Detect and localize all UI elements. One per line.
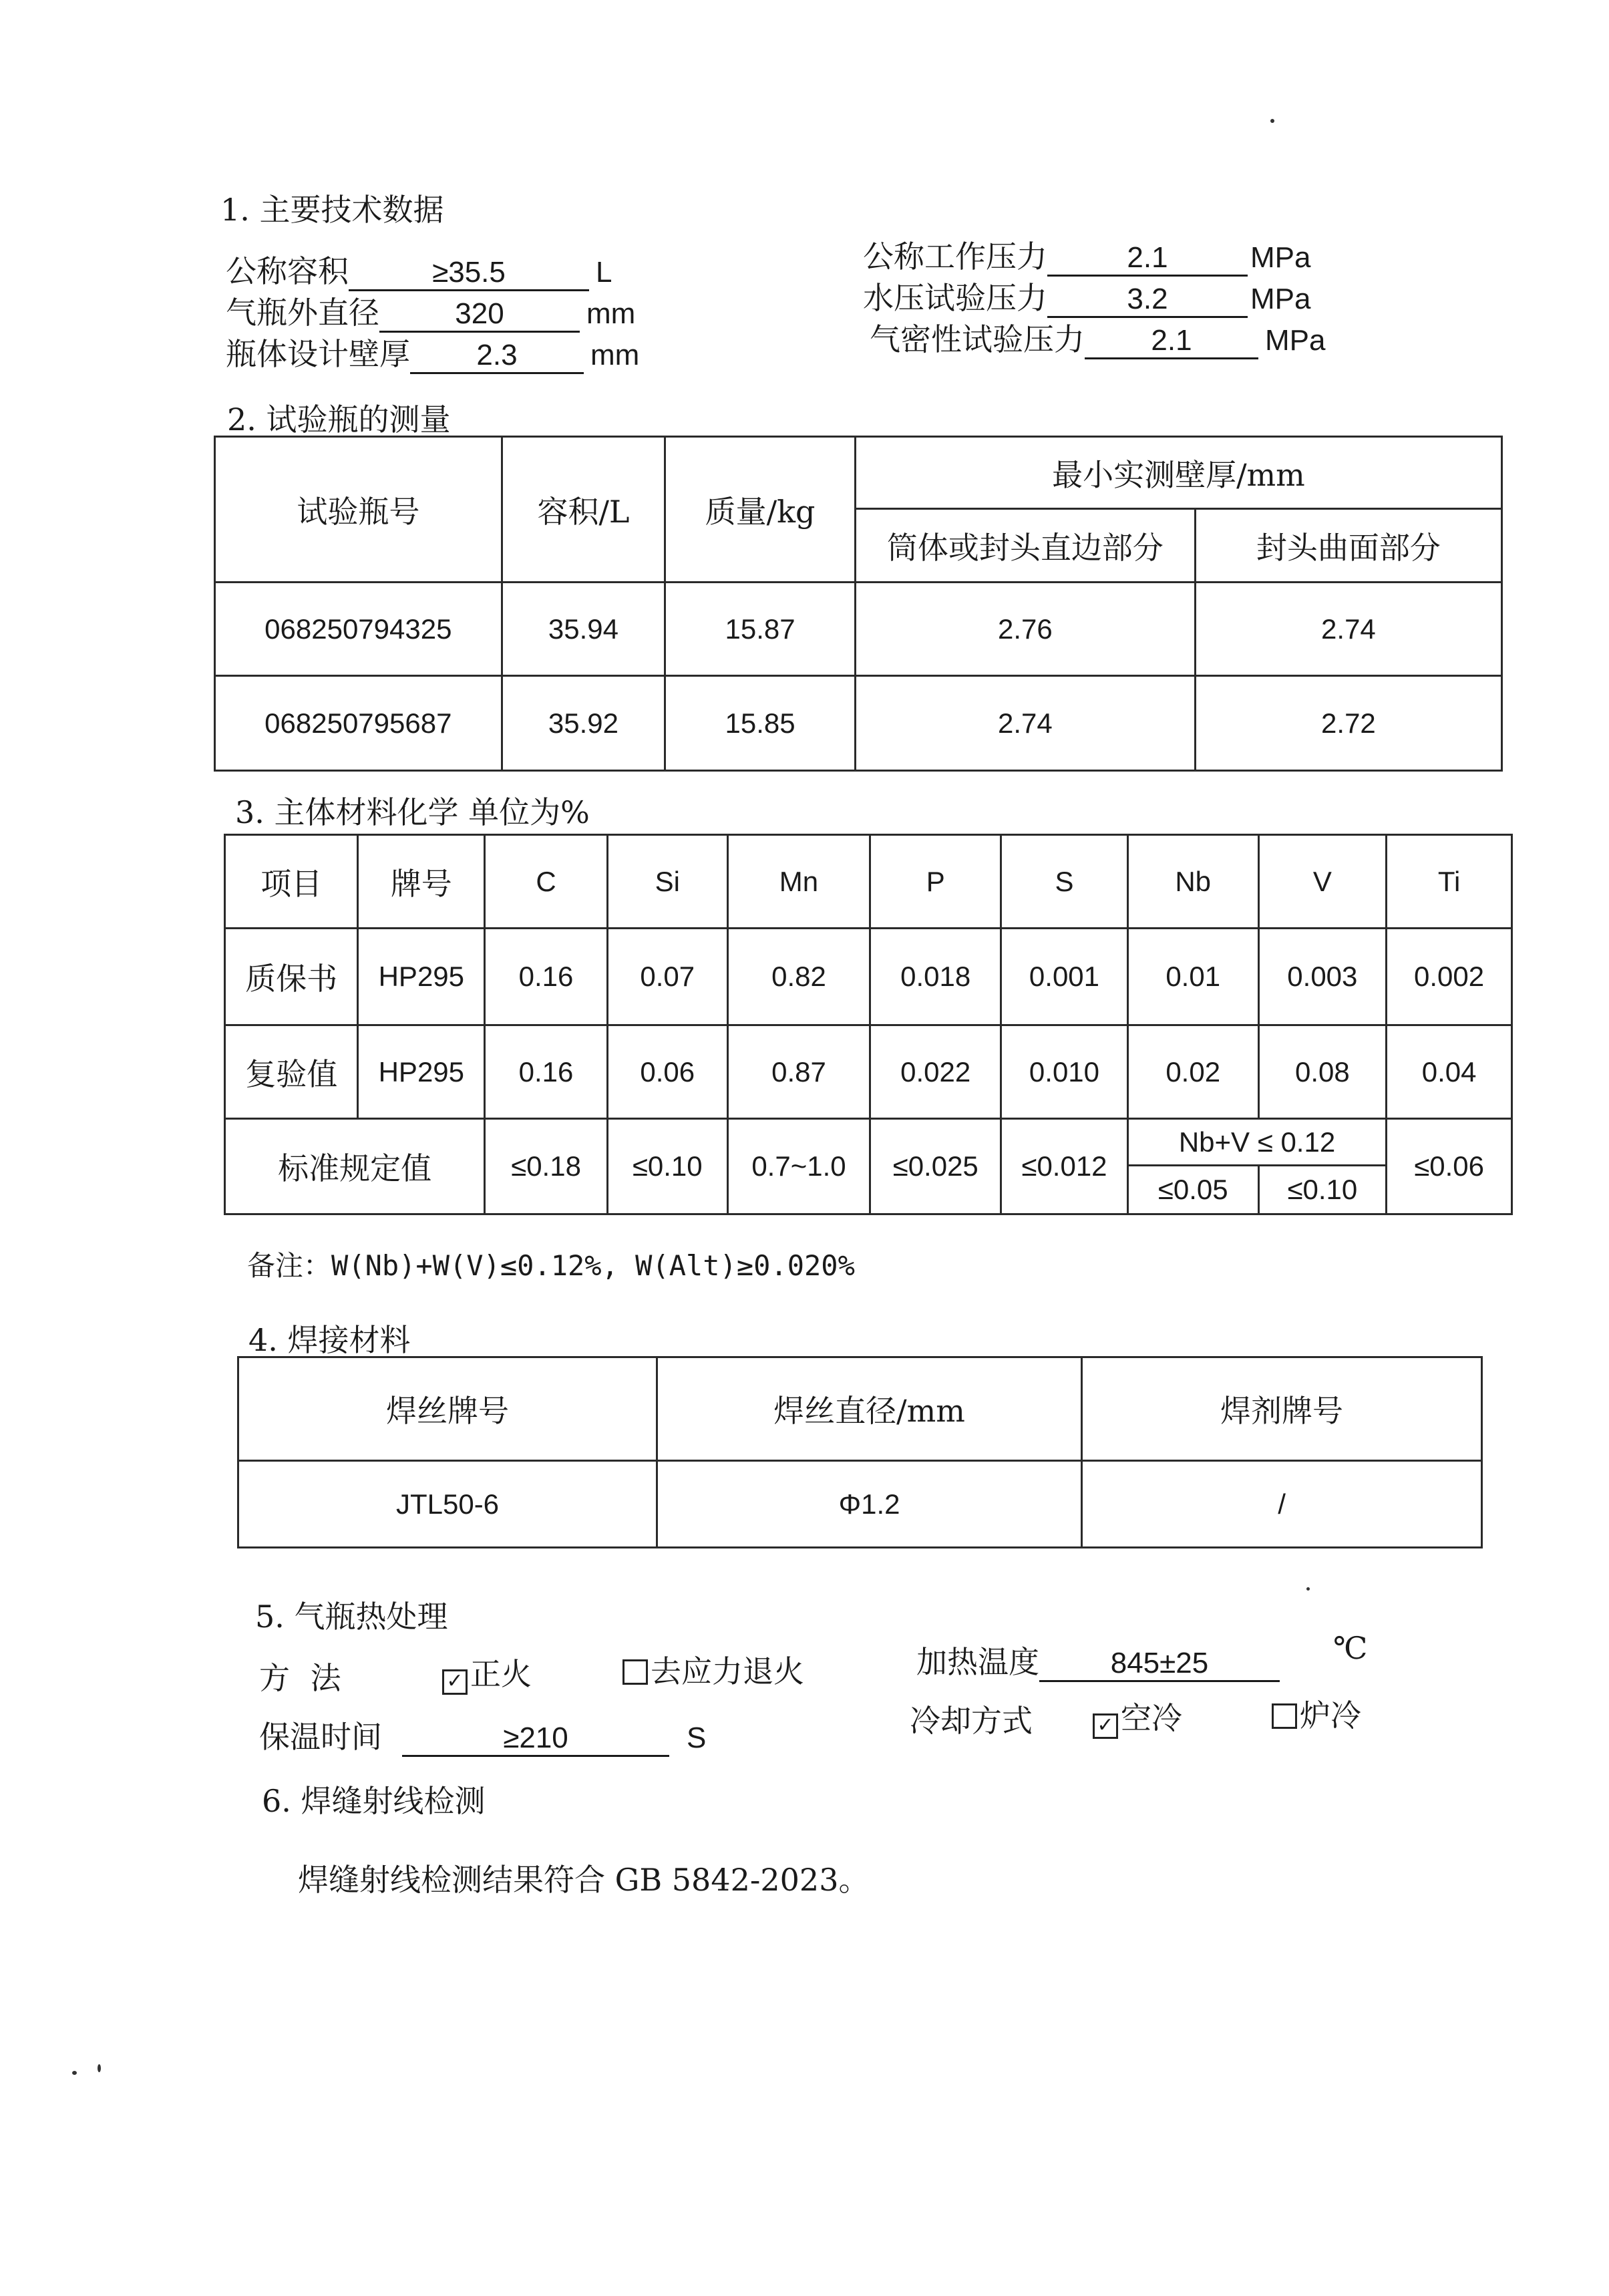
chem-cell: 0.87 — [727, 1025, 870, 1119]
section5-heading: 5. 气瓶热处理 — [255, 1599, 448, 1635]
chem-header-s: S — [1001, 835, 1128, 929]
standard-v: ≤0.10 — [1258, 1166, 1387, 1214]
leak-pressure-label: 气密性试验压力 — [870, 321, 1085, 357]
header-mass: 质量/kg — [665, 437, 856, 583]
header-wire-grade: 焊丝牌号 — [238, 1357, 657, 1461]
working-pressure-label: 公称工作压力 — [863, 238, 1047, 275]
outer-diameter-row — [226, 289, 635, 333]
table-row — [215, 583, 1502, 676]
heat-temp-value: 845±25 — [1039, 1647, 1280, 1682]
hydro-pressure-row — [863, 274, 1310, 318]
chem-header-ti: Ti — [1387, 835, 1512, 929]
cooling-label: 冷却方式 — [910, 1703, 1033, 1739]
chem-cell: 0.04 — [1387, 1025, 1512, 1119]
chem-cell: 0.001 — [1001, 929, 1128, 1025]
option-stress-relief — [622, 1647, 804, 1691]
wire-diameter-cell: Φ1.2 — [657, 1461, 1082, 1548]
chem-header-grade: 牌号 — [358, 835, 485, 929]
outer-diameter-value: 320 — [379, 297, 580, 333]
standard-nb: ≤0.05 — [1127, 1166, 1258, 1214]
chem-cell: HP295 — [358, 929, 485, 1025]
furnace-cool-label: 炉冷 — [1300, 1697, 1361, 1734]
chem-cell: 0.02 — [1127, 1025, 1258, 1119]
welding-material-table — [237, 1356, 1483, 1548]
design-wall-row — [226, 330, 639, 374]
air-cool-checkbox: ✓ — [1093, 1713, 1118, 1739]
table-row — [225, 929, 1512, 1025]
outer-diameter-label: 气瓶外直径 — [226, 295, 379, 331]
section3-heading: 3. 主体材料化学 单位为% — [235, 794, 590, 830]
chem-cell: 0.01 — [1127, 929, 1258, 1025]
chem-cell: 0.003 — [1258, 929, 1387, 1025]
chem-header-nb: Nb — [1127, 835, 1258, 929]
scan-speck — [1306, 1587, 1310, 1591]
heat-temp-unit: ℃ — [1333, 1630, 1368, 1666]
chem-cell: 0.16 — [485, 929, 608, 1025]
standard-si: ≤0.10 — [607, 1119, 727, 1214]
cylinder-wall-cell: 2.74 — [855, 676, 1195, 771]
scan-speck — [1270, 119, 1274, 123]
normalize-checkbox: ✓ — [442, 1669, 468, 1695]
standard-nb-v: Nb+V ≤ 0.12 — [1127, 1119, 1386, 1166]
header-cylinder: 筒体或封头直边部分 — [855, 509, 1195, 583]
outer-diameter-unit: mm — [586, 297, 636, 330]
normalize-label: 正火 — [470, 1656, 532, 1692]
leak-pressure-unit: MPa — [1265, 324, 1326, 357]
bottle-measurement-table — [214, 436, 1503, 772]
chem-cell: 0.010 — [1001, 1025, 1128, 1119]
header-wire-diameter: 焊丝直径/mm — [657, 1357, 1082, 1461]
chem-header-si: Si — [607, 835, 727, 929]
chem-row-label: 复验值 — [225, 1025, 358, 1119]
hydro-pressure-label: 水压试验压力 — [863, 280, 1047, 316]
head-wall-cell: 2.72 — [1195, 676, 1501, 771]
table-row — [225, 1025, 1512, 1119]
stress-relief-checkbox — [622, 1659, 648, 1685]
design-wall-unit: mm — [590, 339, 640, 371]
working-pressure-value: 2.1 — [1047, 241, 1248, 277]
standard-label: 标准规定值 — [225, 1119, 485, 1214]
hold-time-unit: S — [687, 1721, 707, 1754]
header-volume: 容积/L — [502, 437, 665, 583]
table-row — [238, 1461, 1482, 1548]
nominal-volume-row — [226, 247, 612, 291]
option-normalize — [442, 1650, 532, 1695]
header-bottle-no: 试验瓶号 — [215, 437, 502, 583]
header-head: 封头曲面部分 — [1195, 509, 1501, 583]
chem-cell: 0.018 — [870, 929, 1001, 1025]
chem-row-label: 质保书 — [225, 929, 358, 1025]
chem-cell: 0.07 — [607, 929, 727, 1025]
design-wall-value: 2.3 — [410, 339, 584, 374]
cylinder-wall-cell: 2.76 — [855, 583, 1195, 676]
table-row — [215, 676, 1502, 771]
section6-heading: 6. 焊缝射线检测 — [262, 1783, 486, 1819]
hold-time-value: ≥210 — [402, 1721, 669, 1757]
heat-temp-label: 加热温度 — [916, 1644, 1039, 1680]
header-min-wall: 最小实测壁厚/mm — [855, 437, 1501, 509]
section2-heading: 2. 试验瓶的测量 — [227, 401, 451, 438]
hold-time-row — [259, 1713, 706, 1757]
leak-pressure-value: 2.1 — [1085, 324, 1258, 359]
mass-cell: 15.85 — [665, 676, 856, 771]
nominal-volume-label: 公称容积 — [226, 253, 349, 289]
chem-cell: 0.022 — [870, 1025, 1001, 1119]
bottle-no-cell: 068250794325 — [215, 583, 502, 676]
hydro-pressure-value: 3.2 — [1047, 283, 1248, 318]
mass-cell: 15.87 — [665, 583, 856, 676]
standard-s: ≤0.012 — [1001, 1119, 1128, 1214]
stress-relief-label: 去应力退火 — [651, 1653, 804, 1689]
chem-cell: 0.06 — [607, 1025, 727, 1119]
head-wall-cell: 2.74 — [1195, 583, 1501, 676]
working-pressure-unit: MPa — [1250, 241, 1311, 274]
design-wall-label: 瓶体设计壁厚 — [226, 336, 410, 372]
working-pressure-row — [863, 232, 1310, 277]
nominal-volume-unit: L — [596, 256, 612, 289]
chem-cell: 0.82 — [727, 929, 870, 1025]
chem-header-c: C — [485, 835, 608, 929]
volume-cell: 35.94 — [502, 583, 665, 676]
standard-p: ≤0.025 — [870, 1119, 1001, 1214]
bottle-no-cell: 068250795687 — [215, 676, 502, 771]
air-cool-label: 空冷 — [1121, 1700, 1182, 1736]
chemistry-table — [224, 834, 1513, 1215]
chem-header-v: V — [1258, 835, 1387, 929]
chem-header-p: P — [870, 835, 1001, 929]
option-furnace-cool — [1272, 1691, 1361, 1736]
nominal-volume-value: ≥35.5 — [349, 256, 589, 291]
chem-cell: 0.002 — [1387, 929, 1512, 1025]
chemistry-note: 备注：W(Nb)+W(V)≤0.12%, W(Alt)≥0.020% — [247, 1249, 855, 1282]
method-label: 方 法 — [259, 1660, 347, 1696]
option-air-cool — [1093, 1694, 1182, 1739]
chem-cell: HP295 — [358, 1025, 485, 1119]
wire-grade-cell: JTL50-6 — [238, 1461, 657, 1548]
radiography-result: 焊缝射线检测结果符合 GB 5842-2023。 — [298, 1862, 870, 1898]
leak-pressure-row — [870, 315, 1325, 359]
scan-speck — [98, 2064, 101, 2072]
chem-header-mn: Mn — [727, 835, 870, 929]
chem-header-item: 项目 — [225, 835, 358, 929]
header-flux-grade: 焊剂牌号 — [1082, 1357, 1482, 1461]
section1-heading: 1. 主要技术数据 — [220, 192, 444, 228]
standard-mn: 0.7~1.0 — [727, 1119, 870, 1214]
chem-cell: 0.16 — [485, 1025, 608, 1119]
scan-speck — [72, 2071, 77, 2075]
hold-time-label: 保温时间 — [259, 1719, 382, 1755]
volume-cell: 35.92 — [502, 676, 665, 771]
section4-heading: 4. 焊接材料 — [248, 1322, 411, 1358]
table-row — [225, 1119, 1512, 1166]
flux-grade-cell: / — [1082, 1461, 1482, 1548]
hydro-pressure-unit: MPa — [1250, 283, 1311, 315]
standard-c: ≤0.18 — [485, 1119, 608, 1214]
heat-temp-row — [916, 1638, 1280, 1682]
chem-cell: 0.08 — [1258, 1025, 1387, 1119]
standard-ti: ≤0.06 — [1387, 1119, 1512, 1214]
furnace-cool-checkbox — [1272, 1703, 1297, 1729]
